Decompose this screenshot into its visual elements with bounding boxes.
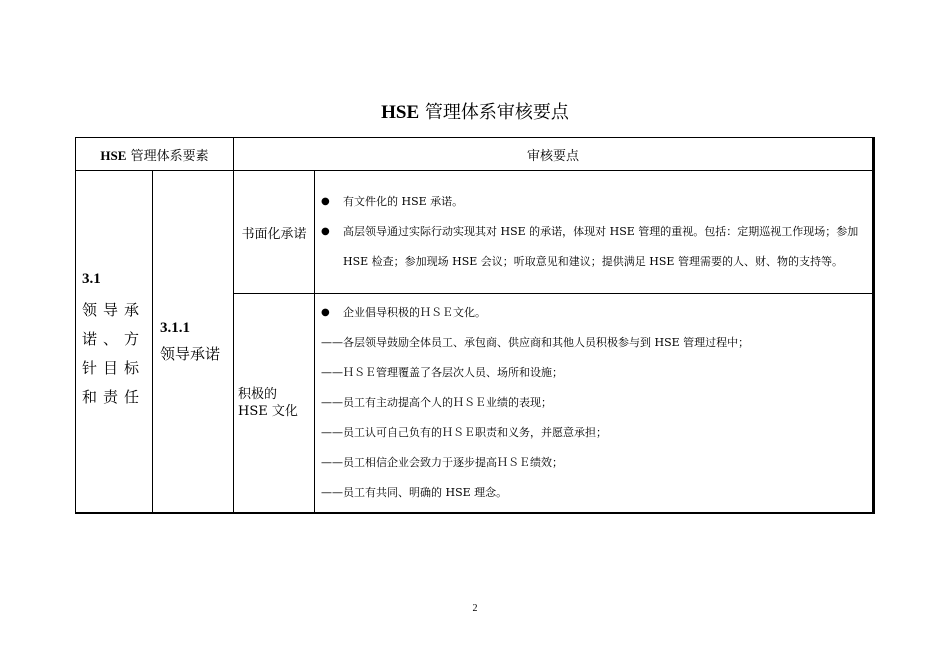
- audit-table: [75, 137, 875, 514]
- header-audit-points: 审核要点: [234, 138, 874, 171]
- page-number: 2: [472, 603, 478, 614]
- list-item: [321, 187, 866, 217]
- dash-item: ——员工认可自己负有的ＨＳＥ职责和义务，并愿意承担；: [321, 426, 607, 439]
- category-written-commitment: 书面化承诺: [234, 171, 315, 294]
- header-elements-rest: 管理体系要素: [126, 148, 209, 164]
- points-written-commitment: [315, 171, 874, 294]
- list-item: [321, 298, 866, 328]
- element-title: 领导承诺、方针目标和责任: [82, 301, 146, 406]
- title-bold: HSE: [381, 102, 420, 123]
- header-elements-bold: HSE: [100, 147, 127, 163]
- document-title: [0, 100, 950, 126]
- category-hse-culture: 积极的 HSE 文化: [234, 294, 315, 514]
- element-number: 3.1: [82, 271, 101, 287]
- table-row: [76, 171, 874, 294]
- dash-item: ——员工有共同、明确的 HSE 理念。: [321, 486, 508, 499]
- table-header-row: [76, 138, 874, 171]
- bullet-text: 企业倡导积极的ＨＳＥ文化。: [343, 306, 486, 319]
- sub-element-title: 领导承诺: [160, 344, 221, 363]
- list-item: [321, 217, 866, 277]
- sub-element-cell: [153, 171, 234, 514]
- bullet-icon: ●: [321, 307, 330, 318]
- sub-element-number: 3.1.1: [160, 319, 190, 336]
- dash-item: ——员工有主动提高个人的ＨＳＥ业绩的表现；: [321, 396, 552, 409]
- title-rest: 管理体系审核要点: [419, 102, 569, 123]
- header-elements: [76, 138, 234, 171]
- bullet-icon: ●: [321, 196, 330, 207]
- dash-item: ——员工相信企业会致力于逐步提高ＨＳＥ绩效；: [321, 456, 563, 469]
- points-hse-culture: [315, 294, 874, 514]
- bullet-text: 有文件化的 HSE 承诺。: [343, 195, 464, 208]
- bullet-text: 高层领导通过实际行动实现其对 HSE 的承诺，体现对 HSE 管理的重视。包括：定期巡视工作现场；参加 HSE 检查；参加现场 HSE 会议；听取意见和建议；提供满足 HSE 管理需要的人、财、物的支持等。: [343, 225, 859, 268]
- dash-item: ——各层领导鼓励全体员工、承包商、供应商和其他人员积极参与到 HSE 管理过程中；: [321, 336, 750, 349]
- element-cell: [76, 171, 153, 514]
- dash-item: ——ＨＳＥ管理覆盖了各层次人员、场所和设施；: [321, 366, 563, 379]
- bullet-icon: ●: [321, 226, 330, 237]
